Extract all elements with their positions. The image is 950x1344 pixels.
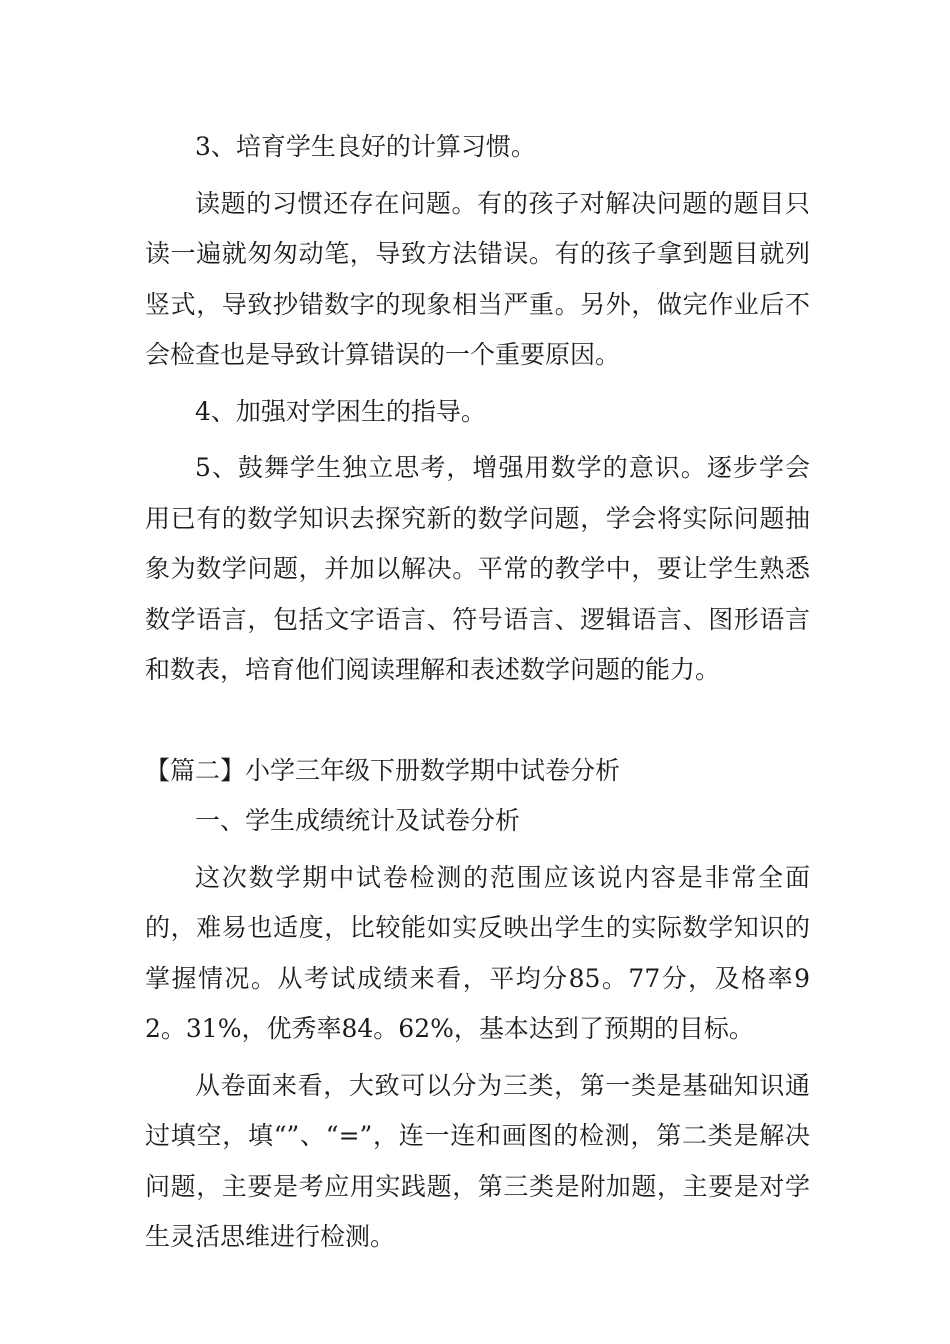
item-heading-3: 3、培育学生良好的计算习惯。 <box>195 132 536 161</box>
document-body <box>145 122 810 1263</box>
item-heading-4: 4、加强对学困生的指导。 <box>195 396 486 426</box>
paragraph-item-5: 5、鼓舞学生独立思考，增强用数学的意识。逐步学会用已有的数学知识去探究新的数学问题，学会将实际问题抽象为数学问题，并加以解决。平常的教学中，要让学生熟悉数学语言，包括文字语言、符号语言、逻辑语言、图形语言和数表，培育他们阅读理解和表述数学问题的能力。 <box>145 453 810 684</box>
section-title: 【篇二】小学三年级下册数学期中试卷分析 <box>145 755 621 785</box>
paragraph-exam-overview: 这次数学期中试卷检测的范围应该说内容是非常全面的，难易也适度，比较能如实反映出学生的实际数学知识的掌握情况。从考试成绩来看，平均分85。77分，及格率92。31%，优秀率84。62%，基本达到了预期的目标。 <box>145 862 810 1043</box>
section-heading-1: 一、学生成绩统计及试卷分析 <box>195 806 521 835</box>
paragraph-reading-habits: 读题的习惯还存在问题。有的孩子对解决问题的题目只读一遍就匆匆动笔，导致方法错误。有的孩子拿到题目就列竖式，导致抄错数字的现象相当严重。另外，做完作业后不会检查也是导致计算错误的一个重要原因。 <box>145 188 810 369</box>
paragraph-exam-categories: 从卷面来看，大致可以分为三类，第一类是基础知识通过填空，填“”、“=”，连一连和画图的检测，第二类是解决问题，主要是考应用实践题，第三类是附加题，主要是对学生灵活思维进行检测。 <box>145 1070 810 1251</box>
